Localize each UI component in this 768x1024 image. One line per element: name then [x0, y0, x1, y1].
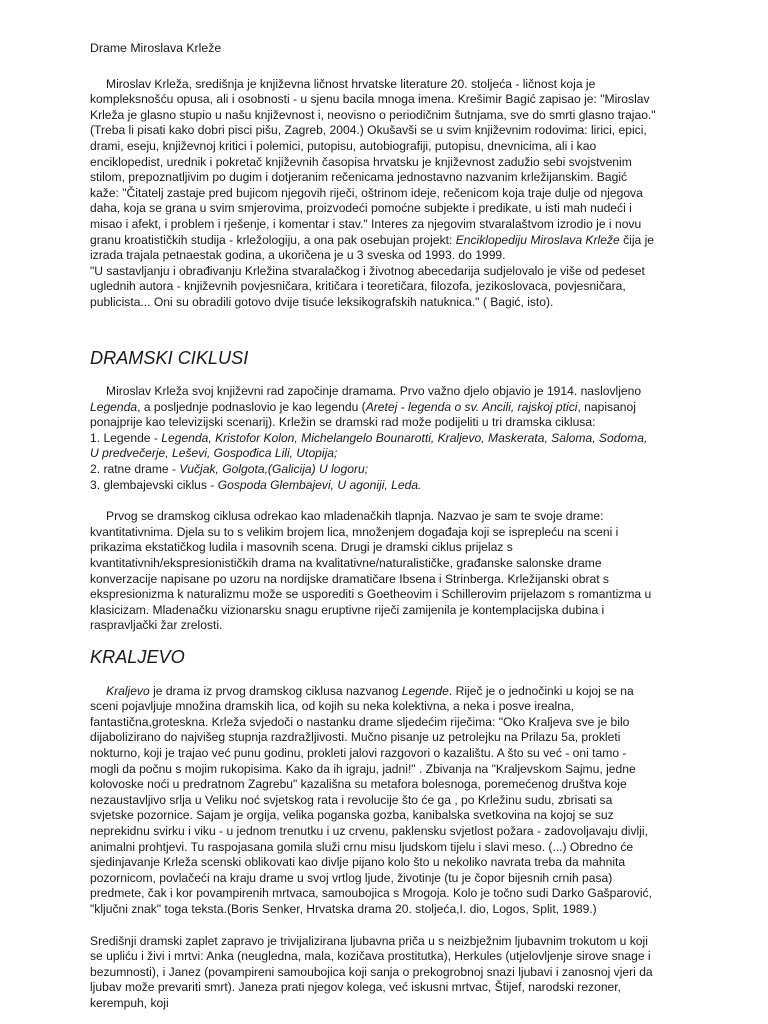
italic-title: Aretej - legenda o sv. Ancili, rajskoj ptici	[365, 399, 578, 414]
document-title: Drame Miroslava Krleže	[90, 41, 222, 55]
text: Miroslav Krleža, središnja je književna ličnost hrvatske literature 20. stoljeća - ličnost koja je kompleksnošću opusa, ali i osobnosti - u sjenu bacila mnoga imena. Krešimir Bagić zapisao je: "Miroslav Krleža je glasno stupio u našu književnost i, neovisno o periodičnim šutnjama, sve do smrti glasno trajao." (Treba li pisati kako dobri pisci pišu, Zagreb, 2004.) Okušavši se u svim književnim rodovima: lirici, epici, drami, eseju, književnoj kritici i polemici, putopisu, autobiografiji, putopisu, dnevnicima, ali i kao enciklopedist, urednik i pokretač književnih časopisa hrvatsku je književnost zadužio sebi svojstvenim stilom, prepoznatljivim po dugim i dotjeranim rečenicama jednostavno nazvanim krležijanskim. Bagić kaže: "Čitatelj zastaje pred bujicom njegovih riječi, oštrinom ideje, rečenicom koja traje dulje od njegova daha, koja se grana u svim smjerovima, proizvodeći pomoćne subjekte i predikate, u isti mah nudeći i misao i afekt, i problem i rješenje, i komentar i stav." Interes za njegovim stvaralaštvom izrodio je i novu granu kroatističkih studija - krležologiju, a ona pak osebujan projekt:	[90, 76, 656, 247]
italic-title: Legende	[401, 683, 449, 698]
italic-title: Legenda	[90, 399, 138, 414]
list-prefix: 3. glembajevski ciklus -	[90, 477, 218, 492]
list-item	[90, 462, 658, 478]
text: čija je izrada trajala petnaestak godina, a ukoričena je u 3 sveska od 1993. do 1999.	[90, 232, 654, 263]
text: , napisanoj ponajprije kao televizijski scenarij). Krležin se dramski rad može podijeliti u tri dramska ciklusa:	[90, 399, 636, 430]
intro-paragraph-1	[90, 77, 658, 264]
section-heading-dramski-ciklusi: DRAMSKI CIKLUSI	[90, 347, 249, 368]
italic-title: Enciklopediju Miroslava Krleže	[455, 232, 620, 247]
section2-paragraph-2: Središnji dramski zaplet zapravo je trivijalizirana ljubavna priča u s neizbježnim ljubavnim trokutom u koji se upliću i živi i mrtvi: Anka (neugledna, mala, kozičava prostitutka), Herkules (utjelovljenje sirove snage i bezumnosti), i Janez (povampireni samoubojica koji sanja o prekogrobnoj snazi ljubavi i zanosnoj vjeri da ljubav može prevariti smrt). Janeza prati njegov kolega, već iskusni mrtvac, Štijef, narodski rezoner, kerempuh, koji	[90, 933, 653, 1010]
italic-title: Kraljevo	[106, 683, 150, 698]
list-works: Gospoda Glembajevi, U agoniji, Leda.	[217, 477, 422, 492]
list-works: Legenda, Kristofor Kolon, Michelangelo Bounarotti, Kraljevo, Maskerata, Saloma, Sodoma, U predvečerje, Leševi, Gospođica Lili, Utopija;	[90, 430, 648, 461]
text: . Riječ je o jednočinki u kojoj se na sceni pojavljuje množina dramskih lica, od kojih su neka kolektivna, a neka i posve irealna, fantastična,groteskna. Krleža svjedoči o nastanku drame sljedećim riječima: "Oko Kraljeva sve je bilo dijabolizirano do najvišeg stupnja razdražljivosti. Mučno pisanje uz petrolejku na Prilazu 5a, prokleti nokturno, koji je trajao već punu godinu, prokleti jalovi razgovori o kazalištu. A što su već - oni tamo - mogli da počnu s mojim rukopisima. Kako da ih igraju, jadni!" . Zbivanja na "Kraljevskom Sajmu, jedne kolovoske noći u predratnom Zagrebu" kazališna su metafora bolesnoga, poremećenog društva koje nezaustavljivo srlja u Veliku noć svjetskog rata i revolucije što će ga , po Krležinu sudu, zbrisati sa svjetske pozornice. Sajam je orgija, velika poganska gozba, kanibalska svetkovina na kojoj se suz neprekidnu svirku i viku - u jednom trenutku i uz crvenu, paklensku svjetlost požara - zadovoljavaju divlji, animalni prohtjevi. Tu raspojasana gomila služi crnu misu ljudskom tijelu i slavi meso. (...) Obredno će sjedinjavanje Krleža scenski oblikovati kao divlje pijano kolo što u nekoliko navrata treba da mahnita pozornicom, povlačeći na kraju drame u svoj vrtlog ljude, životinje (tu je čopor bijesnih crnih pasa) predmete, čak i kor povampirenih mrtvaca, samoubojica s Mrogoja. Kolo je točno sudi Darko Gašparović, "ključni znak" toga teksta.(Boris Senker, Hrvatska drama 20. stoljeća,I. dio, Logos, Split, 1989.)	[90, 683, 652, 916]
text: , a posljednje podnaslovio je kao legendu (	[137, 399, 366, 414]
intro-paragraph-2: "U sastavljanju i obrađivanju Krležina stvaralačkog i životnog abecedarija sudjelovalo je više od pedeset uglednih autora - književnih povjesničara, kritičara i teoretičara, filozofa, jezikoslovaca, povjesničara, publicista... Oni su obradili gotovo dvije tisuće leksikografskih natuknica." ( Bagić, isto).	[90, 263, 645, 309]
spacer	[90, 918, 658, 934]
section1-paragraph-1	[90, 384, 658, 431]
list-item	[90, 431, 658, 462]
section1-paragraph-2: Prvog se dramskog ciklusa odrekao kao mladenačkih tlapnja. Nazvao je sam te svoje drame: kvantitativnima. Djela su to s velikim brojem lica, množenjem događaja koji se isprepleću na sceni i prikazima ekstatičkog ludila i masovnih scena. Drugi je dramski ciklus prijelaz s kvantitativnih/ekspresionističkih drama na kvalitativne/naturalističke, građanske salonske drame konverzacije napisane po uzoru na nordijske dramatičare Ibsena i Strinberga. Krležijanski obrat s ekspresionizma k naturalizmu može se usporediti s Goetheovim i Schillerovim prijelazom s romantizma u klasicizam. Mladenačku vizionarsku snagu eruptivne riječi zamijenila je kontemplacijska dubina i raspravljački žar zrelosti.	[90, 509, 652, 633]
cycles-list	[90, 431, 658, 493]
list-works: Vučjak, Golgota,(Galicija) U logoru;	[179, 462, 369, 477]
spacer	[90, 493, 658, 509]
text: Miroslav Krleža svoj književni rad započinje dramama. Prvo važno djelo objavio je 1914. naslovljeno	[106, 384, 642, 399]
list-prefix: 1. Legende -	[90, 430, 162, 445]
spacer	[90, 311, 658, 335]
text: je drama iz prvog dramskog ciklusa nazvanog	[149, 683, 402, 698]
section2-paragraph-1	[90, 684, 658, 918]
section-heading-kraljevo: KRALJEVO	[90, 647, 185, 667]
list-item	[90, 478, 658, 494]
list-prefix: 2. ratne drame -	[90, 462, 180, 477]
